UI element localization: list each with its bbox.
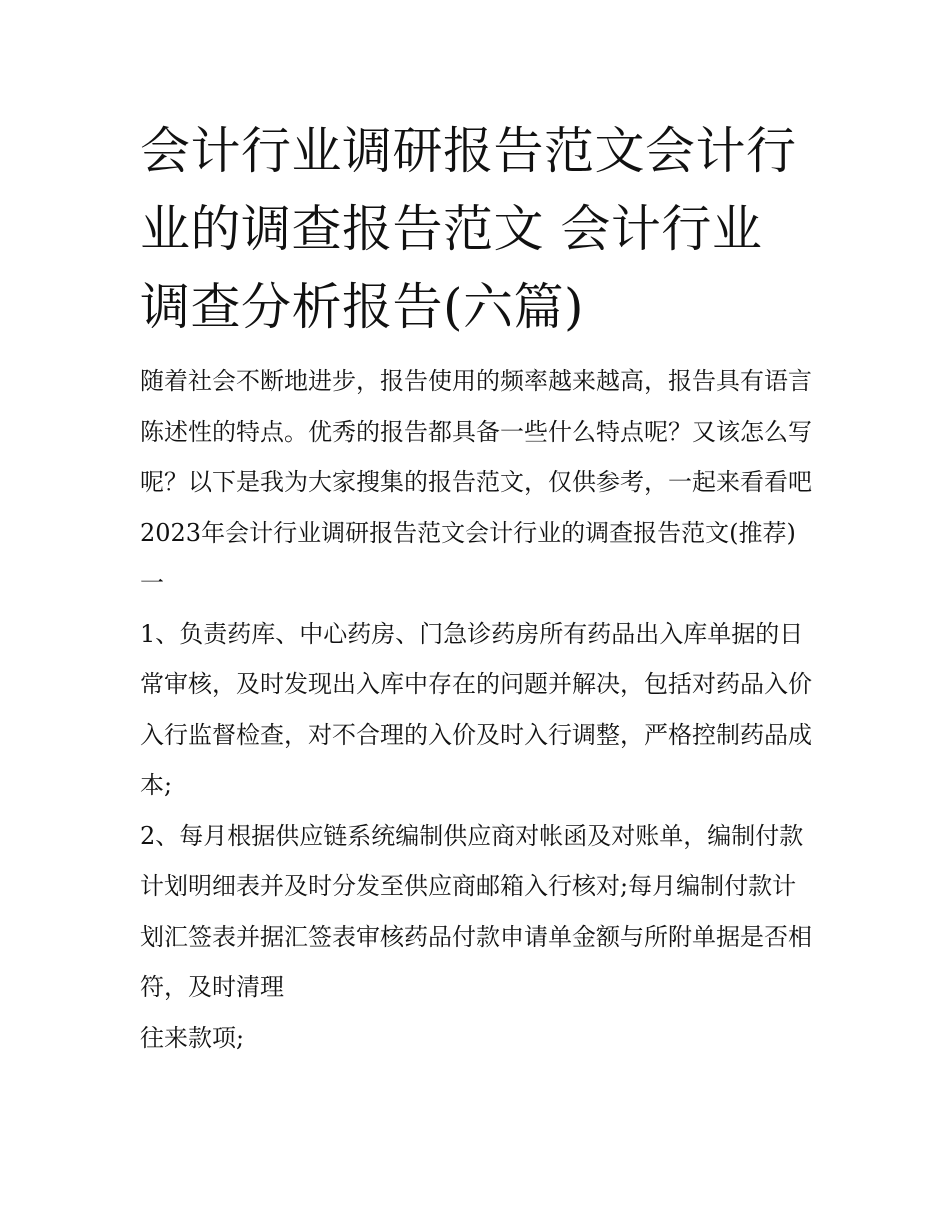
document-title: 会计行业调研报告范文会计行业的调查报告范文 会计行业调查分析报告(六篇): [140, 122, 797, 336]
list-item-2: 2、每月根据供应链系统编制供应商对帐函及对账单，编制付款计划明细表并及时分发至供应商邮箱入行核对;每月编制付款计划汇签表并据汇签表审核药品付款申请单金额与所附单据是否相符，及时清理: [140, 821, 812, 1001]
intro-paragraph: 随着社会不断地进步，报告使用的频率越来越高，报告具有语言陈述性的特点。优秀的报告都具备一些什么特点呢？又该怎么写呢？以下是我为大家搜集的报告范文，仅供参考，一起来看看吧: [140, 367, 812, 496]
document-body: [140, 112, 812, 1063]
list-item-1: 1、负责药库、中心药房、门急诊药房所有药品出入库单据的日常审核，及时发现出入库中存在的问题并解决，包括对药品入价入行监督检查，对不合理的入价及时入行调整，严格控制药品成本;: [140, 619, 812, 799]
list-item-2-continued: 往来款项;: [140, 1023, 245, 1052]
section-heading: 2023年会计行业调研报告范文会计行业的调查报告范文(推荐)一: [140, 518, 796, 597]
